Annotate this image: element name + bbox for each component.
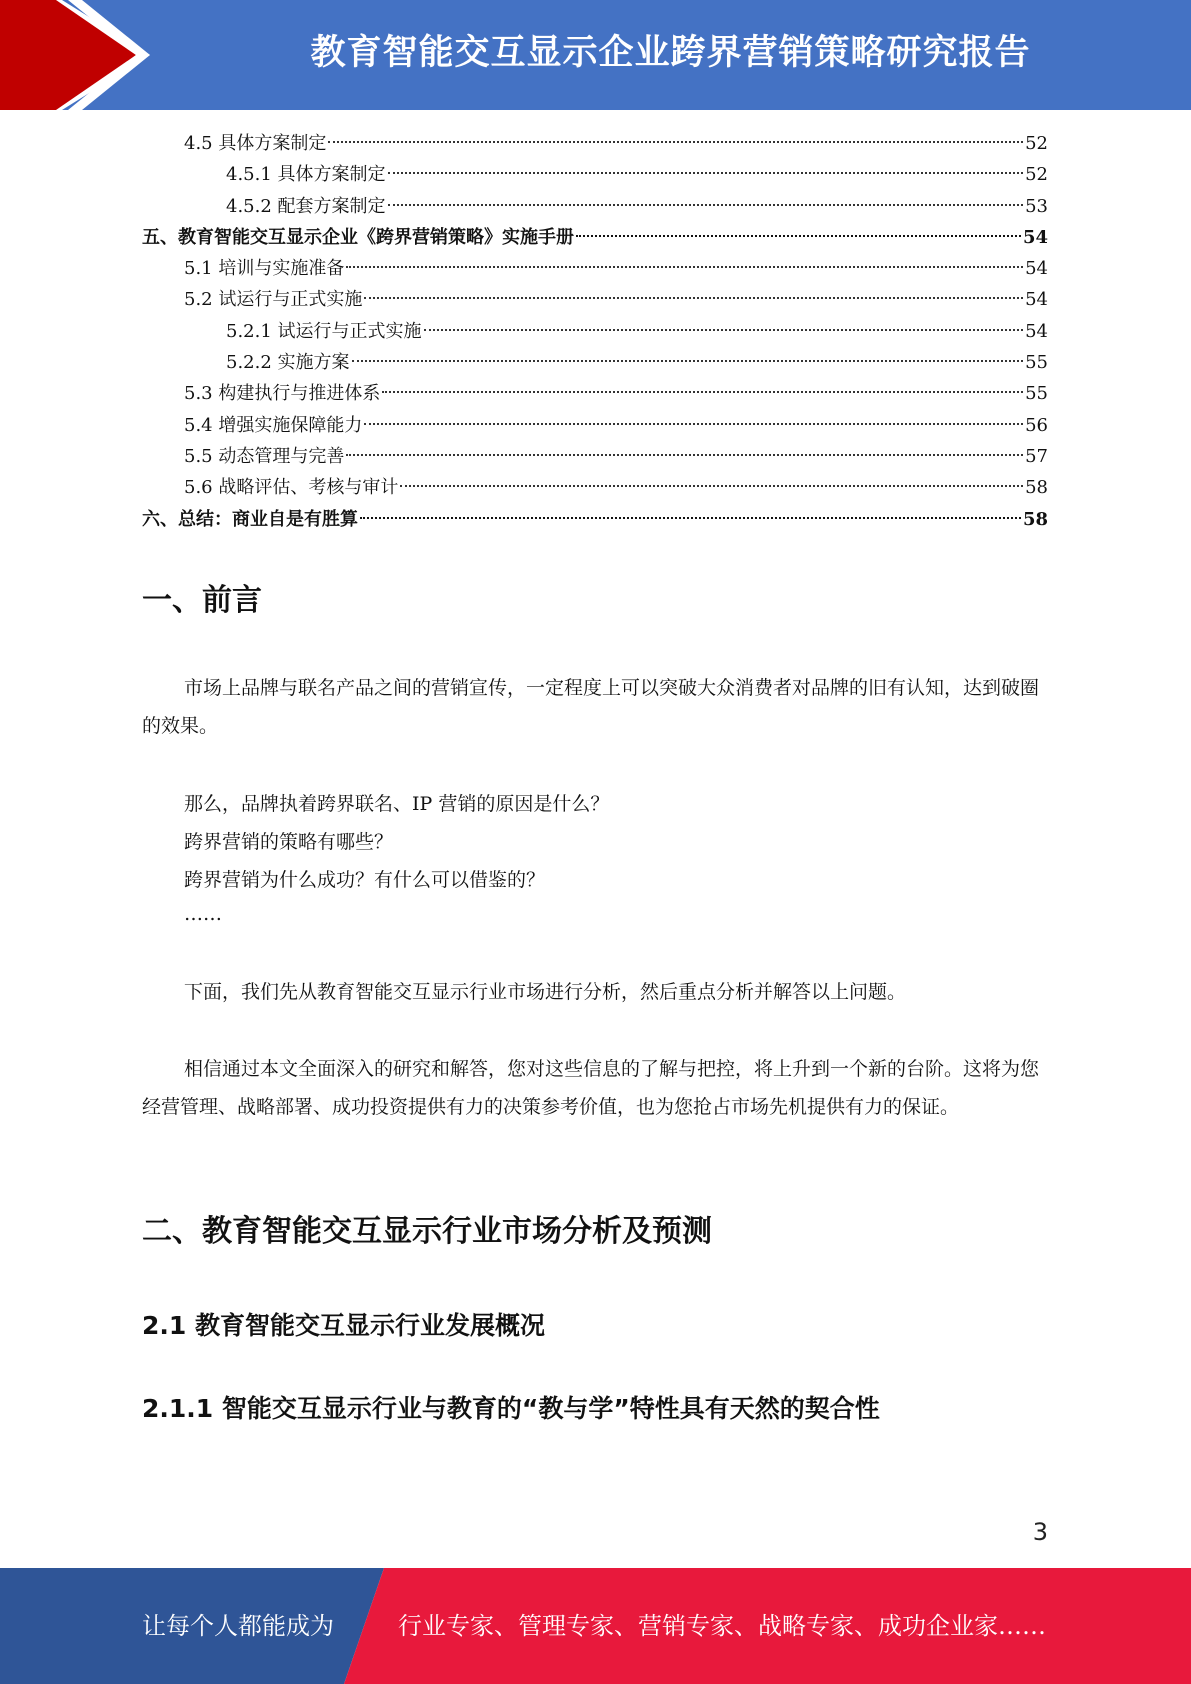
toc-entry-page: 55 [1025, 352, 1048, 374]
toc-dot-leader [424, 329, 1024, 331]
subsection-heading-fit: 2.1.1 智能交互显示行业与教育的“教与学”特性具有天然的契合性 [142, 1394, 880, 1423]
paragraph-intro: 市场上品牌与联名产品之间的营销宣传，一定程度上可以突破大众消费者对品牌的旧有认知，达到破圈的效果。 [142, 677, 1040, 737]
paragraph-value: 相信通过本文全面深入的研究和解答，您对这些信息的了解与把控，将上升到一个新的台阶。这将为您经营管理、战略部署、成功投资提供有力的决策参考价值，也为您抢占市场先机提供有力的保证。 [142, 1058, 1040, 1118]
toc-entry-page: 54 [1025, 289, 1048, 311]
footer-slogan-left: 让每个人都能成为 [142, 1612, 334, 1640]
toc-entry-label: 5.3 构建执行与推进体系 [184, 383, 381, 405]
toc-entry[interactable] [142, 441, 1048, 472]
toc-entry[interactable] [142, 191, 1048, 222]
chevron-arrow-icon [0, 0, 160, 110]
toc-entry-label: 5.2 试运行与正式实施 [184, 289, 363, 311]
toc-entry[interactable] [142, 222, 1048, 253]
ellipsis-line: …… [184, 903, 222, 925]
toc-entry[interactable] [142, 128, 1048, 159]
paragraph-analysis: 下面，我们先从教育智能交互显示行业市场进行分析，然后重点分析并解答以上问题。 [184, 981, 907, 1003]
toc-entry-page: 55 [1025, 383, 1048, 405]
toc-entry-page: 56 [1025, 414, 1048, 436]
toc-dot-leader [352, 360, 1024, 362]
toc-entry-label: 5.4 增强实施保障能力 [184, 414, 363, 436]
question-line-1: 那么，品牌执着跨界联名、IP 营销的原因是什么？ [184, 793, 610, 815]
toc-entry-page: 58 [1022, 508, 1048, 530]
toc-dot-leader [364, 297, 1023, 299]
toc-entry-label: 5.2.1 试运行与正式实施 [226, 320, 422, 342]
toc-entry-label: 5.6 战略评估、考核与审计 [184, 477, 399, 499]
toc-entry-label: 5.1 培训与实施准备 [184, 258, 345, 280]
toc-dot-leader [328, 141, 1023, 143]
toc-entry[interactable] [142, 253, 1048, 284]
toc-dot-leader [382, 391, 1023, 393]
toc-entry-page: 53 [1025, 195, 1048, 217]
toc-entry[interactable] [142, 347, 1048, 378]
toc-entry-page: 58 [1025, 477, 1048, 499]
toc-entry[interactable] [142, 410, 1048, 441]
toc-entry[interactable] [142, 159, 1048, 190]
toc-dot-leader [388, 172, 1024, 174]
toc-entry-label: 五、教育智能交互显示企业《跨界营销策略》实施手册 [142, 226, 574, 248]
toc-entry-page: 54 [1022, 226, 1048, 248]
table-of-contents [142, 128, 1048, 535]
toc-entry[interactable] [142, 284, 1048, 315]
toc-entry-page: 52 [1025, 133, 1048, 154]
toc-entry-page: 57 [1025, 445, 1048, 467]
header-band [0, 0, 1191, 110]
section-heading-market-analysis: 二、教育智能交互显示行业市场分析及预测 [142, 1214, 712, 1249]
document-title: 教育智能交互显示企业跨界营销策略研究报告 [310, 33, 1031, 73]
toc-entry-label: 5.2.2 实施方案 [226, 352, 350, 374]
toc-entry-label: 4.5.1 具体方案制定 [226, 164, 386, 186]
toc-dot-leader [388, 204, 1024, 206]
toc-entry[interactable] [142, 378, 1048, 409]
section-heading-preface: 一、前言 [142, 583, 262, 618]
toc-entry-page: 52 [1025, 164, 1048, 186]
toc-entry[interactable] [142, 504, 1048, 535]
toc-entry-label: 六、总结：商业自是有胜算 [142, 508, 358, 530]
toc-entry-page: 54 [1025, 258, 1048, 280]
subsection-heading-overview: 2.1 教育智能交互显示行业发展概况 [142, 1311, 545, 1340]
toc-dot-leader [576, 235, 1021, 237]
question-line-2: 跨界营销的策略有哪些？ [184, 831, 394, 853]
footer-band [0, 1568, 1191, 1684]
toc-dot-leader [400, 485, 1023, 487]
toc-dot-leader [364, 423, 1023, 425]
toc-entry-page: 54 [1025, 320, 1048, 342]
footer-slogan-right: 行业专家、管理专家、营销专家、战略专家、成功企业家…… [398, 1612, 1046, 1640]
toc-entry-label: 5.5 动态管理与完善 [184, 445, 345, 467]
page-number: 3 [1032, 1518, 1048, 1546]
toc-entry[interactable] [142, 472, 1048, 503]
question-line-3: 跨界营销为什么成功？有什么可以借鉴的？ [184, 869, 546, 891]
toc-entry[interactable] [142, 316, 1048, 347]
toc-dot-leader [360, 517, 1021, 519]
toc-dot-leader [346, 266, 1023, 268]
toc-entry-label: 4.5.2 配套方案制定 [226, 195, 386, 217]
toc-dot-leader [346, 454, 1023, 456]
toc-entry-label: 4.5 具体方案制定 [184, 133, 327, 154]
